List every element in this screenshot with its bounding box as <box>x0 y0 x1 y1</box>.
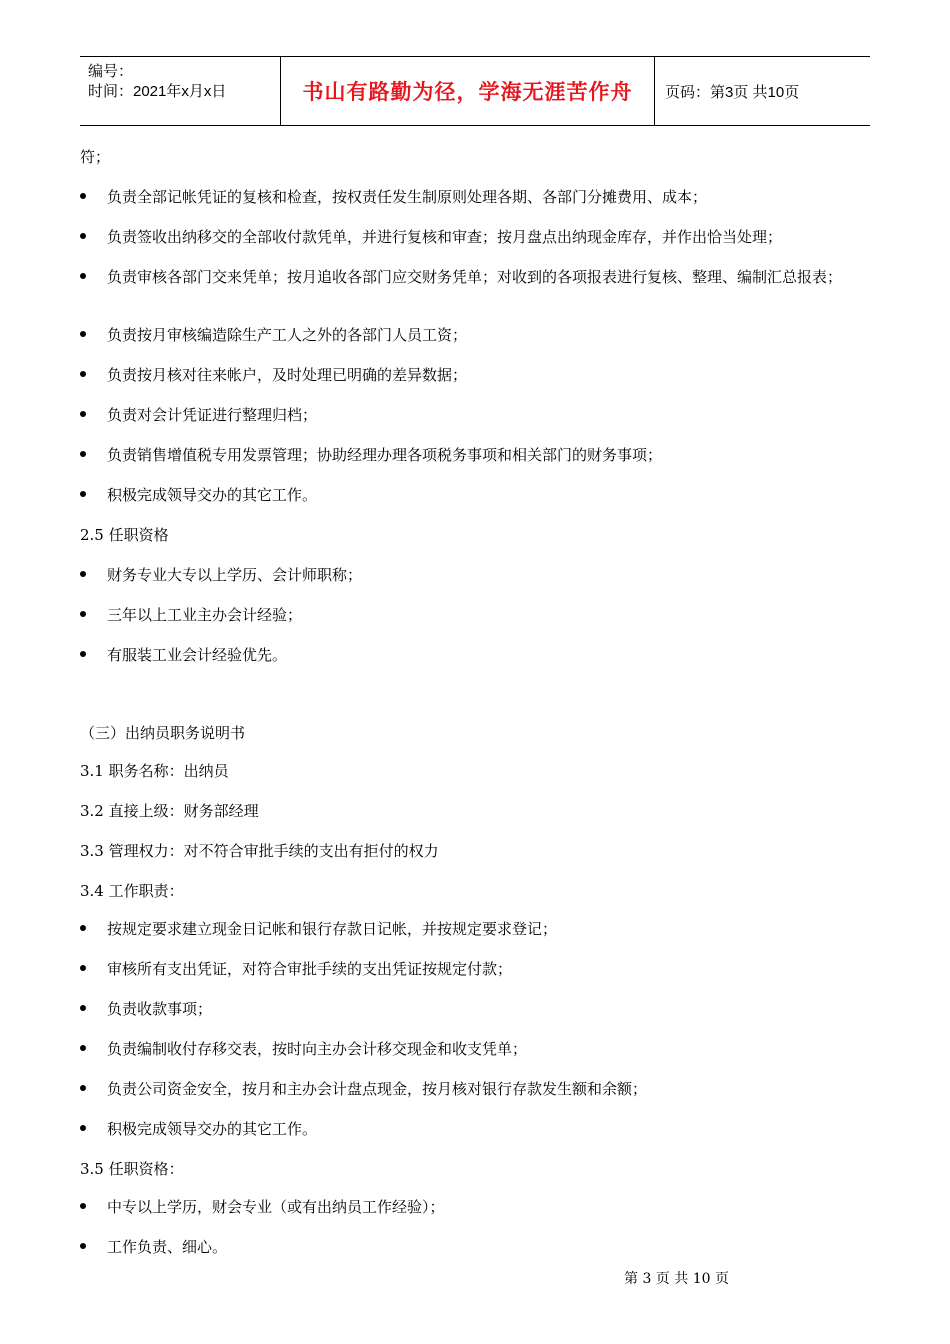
paragraph: 3.4 工作职责： <box>80 882 184 900</box>
bullet-icon <box>80 331 86 337</box>
list-item: 积极完成领导交办的其它工作。 <box>80 484 870 506</box>
bullet-icon <box>80 1085 86 1091</box>
bullet-icon <box>80 611 86 617</box>
page-footer: 第 3 页 共 10 页 <box>624 1271 729 1287</box>
code-label: 编号： <box>88 63 134 80</box>
paragraph: 3.3 管理权力：对不符合审批手续的支出有拒付的权力 <box>80 842 439 860</box>
bullet-icon <box>80 965 86 971</box>
list-item: 负责对会计凭证进行整理归档； <box>80 404 870 426</box>
list-item: 按规定要求建立现金日记帐和银行存款日记帐，并按规定要求登记； <box>80 918 870 940</box>
bullet-icon <box>80 651 86 657</box>
list-item: 负责收款事项； <box>80 998 870 1020</box>
bullet-icon <box>80 451 86 457</box>
list-item: 审核所有支出凭证，对符合审批手续的支出凭证按规定付款； <box>80 958 870 980</box>
list-item: 三年以上工业主办会计经验； <box>80 604 870 626</box>
list-item: 负责按月审核编造除生产工人之外的各部门人员工资； <box>80 324 870 346</box>
list-item: 有服装工业会计经验优先。 <box>80 644 870 666</box>
bullet-icon <box>80 1005 86 1011</box>
bullet-icon <box>80 1125 86 1131</box>
time-label: 时间：2021年x月x日 <box>88 83 227 100</box>
bullet-icon <box>80 1045 86 1051</box>
bullet-icon <box>80 925 86 931</box>
section-title: （三）出纳员职务说明书 <box>80 724 246 742</box>
paragraph: 3.2 直接上级：财务部经理 <box>80 802 259 820</box>
document-header <box>80 56 870 126</box>
bullet-icon <box>80 1203 86 1209</box>
bullet-icon <box>80 571 86 577</box>
bullet-icon <box>80 1243 86 1249</box>
list-item: 负责签收出纳移交的全部收付款凭单，并进行复核和审查；按月盘点出纳现金库存，并作出恰当处理； <box>80 226 870 248</box>
paragraph: 符； <box>80 148 111 166</box>
list-item: 中专以上学历，财会专业（或有出纳员工作经验）； <box>80 1196 870 1218</box>
list-item: 负责销售增值税专用发票管理；协助经理办理各项税务事项和相关部门的财务事项； <box>80 444 870 466</box>
paragraph: 3.1 职务名称：出纳员 <box>80 762 229 780</box>
list-item: 负责全部记帐凭证的复核和检查，按权责任发生制原则处理各期、各部门分摊费用、成本； <box>80 186 870 208</box>
bullet-icon <box>80 371 86 377</box>
bullet-icon <box>80 193 86 199</box>
bullet-icon <box>80 411 86 417</box>
bullet-icon <box>80 273 86 279</box>
header-page-label: 页码：第3页 共10页 <box>665 83 800 101</box>
list-item: 负责公司资金安全，按月和主办会计盘点现金，按月核对银行存款发生额和余额； <box>80 1078 870 1100</box>
bullet-icon <box>80 233 86 239</box>
list-item: 负责编制收付存移交表，按时向主办会计移交现金和收支凭单； <box>80 1038 870 1060</box>
header-meta-cell <box>80 57 281 125</box>
list-item: 财务专业大专以上学历、会计师职称； <box>80 564 870 586</box>
list-item: 工作负责、细心。 <box>80 1236 870 1258</box>
list-item: 负责审核各部门交来凭单；按月追收各部门应交财务凭单；对收到的各项报表进行复核、整理、编制汇总报表； <box>80 266 870 288</box>
section-heading: 3.5 任职资格： <box>80 1160 184 1178</box>
bullet-icon <box>80 491 86 497</box>
header-motto: 书山有路勤为径，学海无涯苦作舟 <box>281 57 655 125</box>
section-heading: 2.5 任职资格 <box>80 526 169 544</box>
list-item: 积极完成领导交办的其它工作。 <box>80 1118 870 1140</box>
list-item: 负责按月核对往来帐户，及时处理已明确的差异数据； <box>80 364 870 386</box>
